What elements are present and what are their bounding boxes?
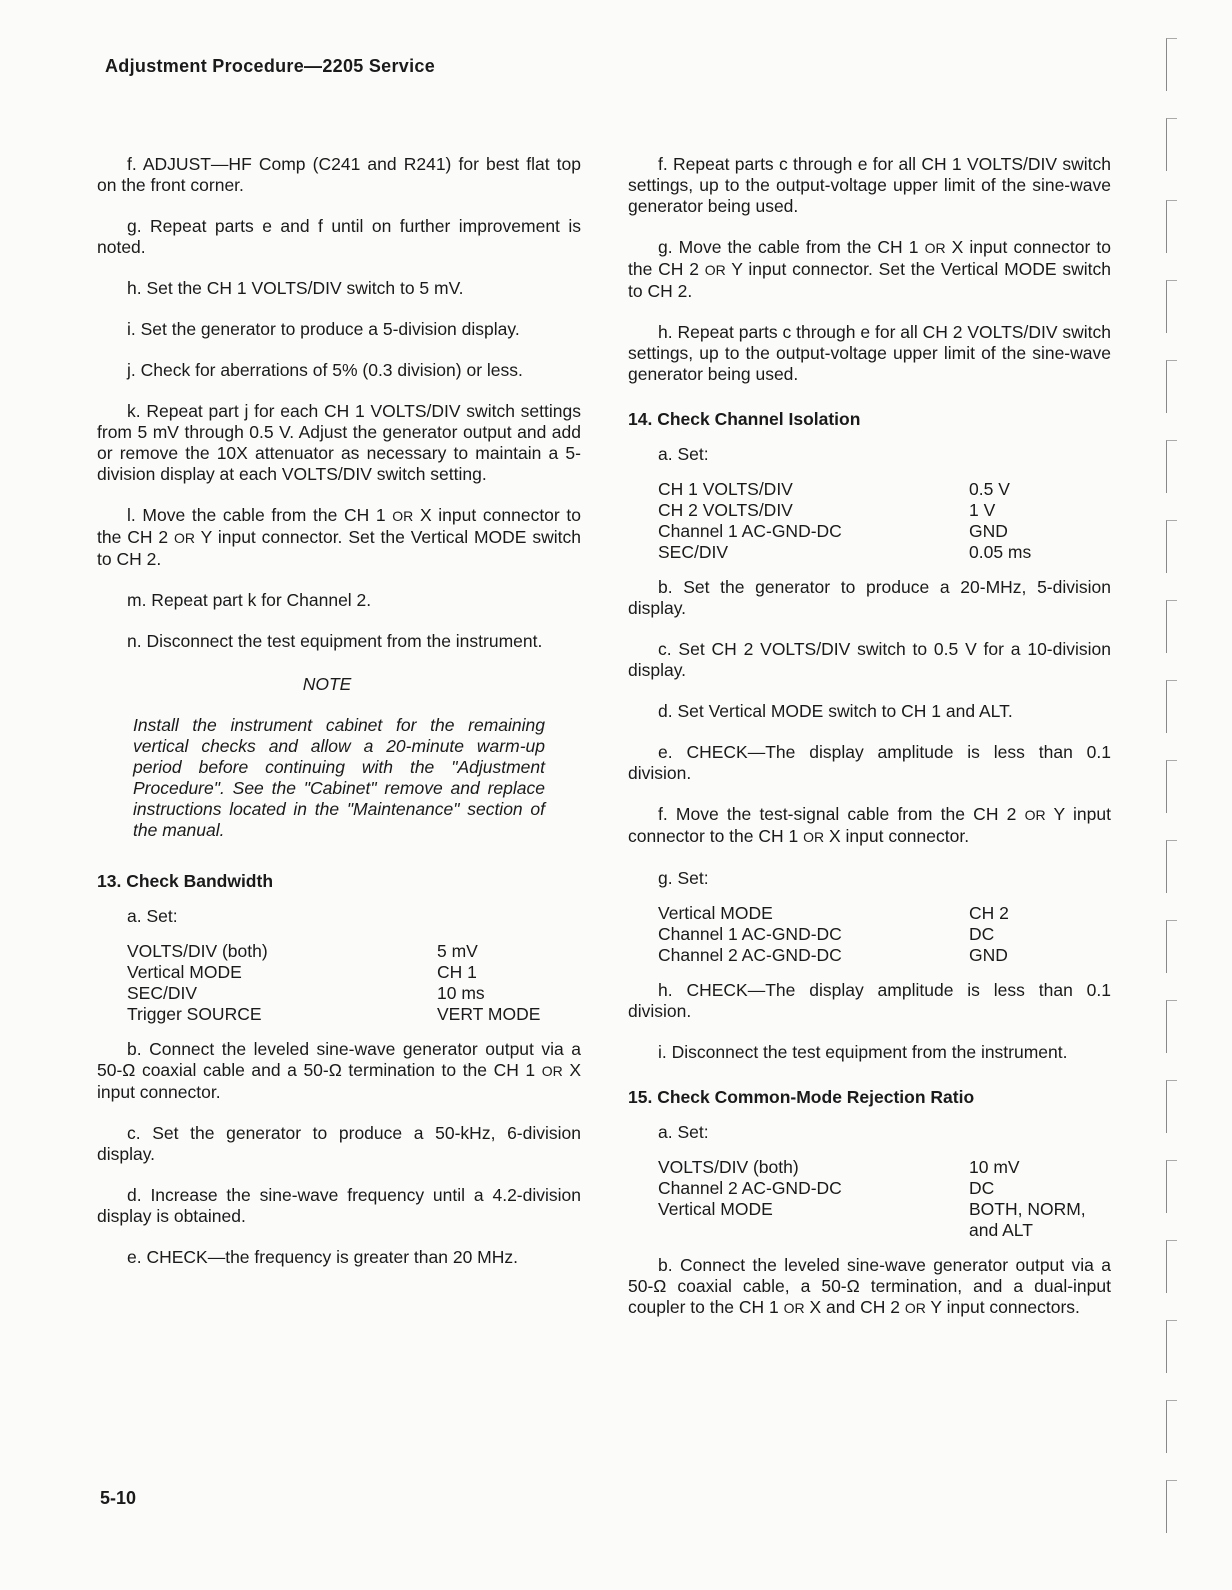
section-13-d: d. Increase the sine-wave frequency until a 4.2-division display is obtained. [97,1185,581,1226]
step-g-right: g. Move the cable from the CH 1 OR X input connector to the CH 2 OR Y input connector. Set the Vertical MODE switch to CH 2. [628,237,1111,301]
page-number: 5-10 [100,1488,137,1508]
binder-mark [1166,200,1177,253]
step-m-left: m. Repeat part k for Channel 2. [127,590,372,610]
binder-mark [1166,920,1177,973]
page-header: Adjustment Procedure—2205 Service [105,56,436,76]
step-j-left: j. Check for aberrations of 5% (0.3 division) or less. [127,360,523,380]
step-h-left: h. Set the CH 1 VOLTS/DIV switch to 5 mV. [127,278,464,298]
section-15-title: 15. Check Common-Mode Rejection Ratio [628,1087,975,1107]
setting-row: CH 1 VOLTS/DIV 0.5 V [658,479,1010,499]
section-14-title: 14. Check Channel Isolation [628,409,861,429]
right-column [628,154,1111,1319]
setting-row: Vertical MODE BOTH, NORM, and ALT [658,1199,1086,1240]
setting-row: Trigger SOURCE VERT MODE [127,1004,541,1024]
section-13-settings [127,941,581,1025]
section-13-a: a. Set: [127,906,178,926]
section-14-a: a. Set: [658,444,709,464]
step-g-left: g. Repeat parts e and f until on further improvement is noted. [97,216,581,257]
section-15-a: a. Set: [658,1122,709,1142]
binder-mark [1166,440,1177,493]
section-14-settings-2 [658,903,1111,966]
binder-mark [1166,1480,1177,1533]
step-n-left: n. Disconnect the test equipment from the instrument. [127,631,543,651]
binder-mark [1166,1400,1177,1453]
section-14-b: b. Set the generator to produce a 20-MHz, 5-division display. [628,577,1111,618]
binder-marks [1160,30,1200,1560]
section-14-g: g. Set: [658,868,709,888]
binder-mark [1166,1320,1177,1373]
step-f-right: f. Repeat parts c through e for all CH 1 VOLTS/DIV switch settings, up to the output-voltage upper limit of the sine-wave generator being used. [628,154,1111,216]
setting-row: Channel 1 AC-GND-DC GND [658,521,1008,541]
note-title: NOTE [302,674,352,694]
binder-mark [1166,38,1177,91]
setting-row: CH 2 VOLTS/DIV 1 V [658,500,996,520]
setting-row: SEC/DIV 0.05 ms [658,542,1032,562]
binder-mark [1166,118,1177,171]
section-14-i: i. Disconnect the test equipment from the instrument. [658,1042,1068,1062]
binder-mark [1166,1160,1177,1213]
section-15-settings [658,1157,1111,1241]
step-h-right: h. Repeat parts c through e for all CH 2 VOLTS/DIV switch settings, up to the output-voltage upper limit of the sine-wave generator being used. [628,322,1111,384]
setting-row: VOLTS/DIV (both) 10 mV [658,1157,1020,1177]
setting-row: SEC/DIV 10 ms [127,983,485,1003]
section-15-b: b. Connect the leveled sine-wave generator output via a 50-Ω coaxial cable, a 50-Ω termination, and a dual-input coupler to the CH 1 OR X and CH 2 OR Y input connectors. [628,1255,1111,1317]
step-f-left: f. ADJUST—HF Comp (C241 and R241) for best flat top on the front corner. [97,154,581,195]
setting-row: Channel 1 AC-GND-DC DC [658,924,995,944]
setting-row: Channel 2 AC-GND-DC GND [658,945,1008,965]
binder-mark [1166,680,1177,733]
binder-mark [1166,600,1177,653]
step-i-left: i. Set the generator to produce a 5-division display. [127,319,520,339]
section-14-c: c. Set CH 2 VOLTS/DIV switch to 0.5 V for a 10-division display. [628,639,1111,680]
binder-mark [1166,840,1177,893]
setting-row: VOLTS/DIV (both) 5 mV [127,941,478,961]
setting-row: Channel 2 AC-GND-DC DC [658,1178,995,1198]
setting-row: Vertical MODE CH 2 [658,903,1009,923]
binder-mark [1166,520,1177,573]
binder-mark [1166,760,1177,813]
section-14-f: f. Move the test-signal cable from the CH 2 OR Y input connector to the CH 1 OR X input connector. [628,804,1111,846]
setting-row: Vertical MODE CH 1 [127,962,477,982]
binder-mark [1166,1080,1177,1133]
step-k-left: k. Repeat part j for each CH 1 VOLTS/DIV switch settings from 5 mV through 0.5 V. Adjust the generator output and add or remove the 10X attenuator as necessary to maintain a 5-division display at each VOLTS/DIV switch setting. [97,401,581,484]
section-14-e: e. CHECK—The display amplitude is less than 0.1 division. [628,742,1111,783]
section-13-c: c. Set the generator to produce a 50-kHz, 6-division display. [97,1123,581,1164]
binder-mark [1166,360,1177,413]
section-14-d: d. Set Vertical MODE switch to CH 1 and ALT. [658,701,1013,721]
left-column [97,154,581,1268]
binder-mark [1166,280,1177,333]
binder-mark [1166,1000,1177,1053]
note-body: Install the instrument cabinet for the remaining vertical checks and allow a 20-minute warm-up period before continuing with the "Adjustment Procedure". See the "Cabinet" remove and replace instructions located in the "Maintenance" section of the manual. [133,715,545,840]
section-13-b: b. Connect the leveled sine-wave generator output via a 50-Ω coaxial cable and a 50-Ω termination to the CH 1 OR X input connector. [97,1039,581,1102]
section-13-e: e. CHECK—the frequency is greater than 20 MHz. [127,1247,519,1267]
section-13-title: 13. Check Bandwidth [97,871,274,891]
section-14-settings [658,479,1111,563]
step-l-left: l. Move the cable from the CH 1 OR X input connector to the CH 2 OR Y input connector. Set the Vertical MODE switch to CH 2. [97,505,581,569]
binder-mark [1166,1240,1177,1293]
section-14-h: h. CHECK—The display amplitude is less than 0.1 division. [628,980,1111,1021]
